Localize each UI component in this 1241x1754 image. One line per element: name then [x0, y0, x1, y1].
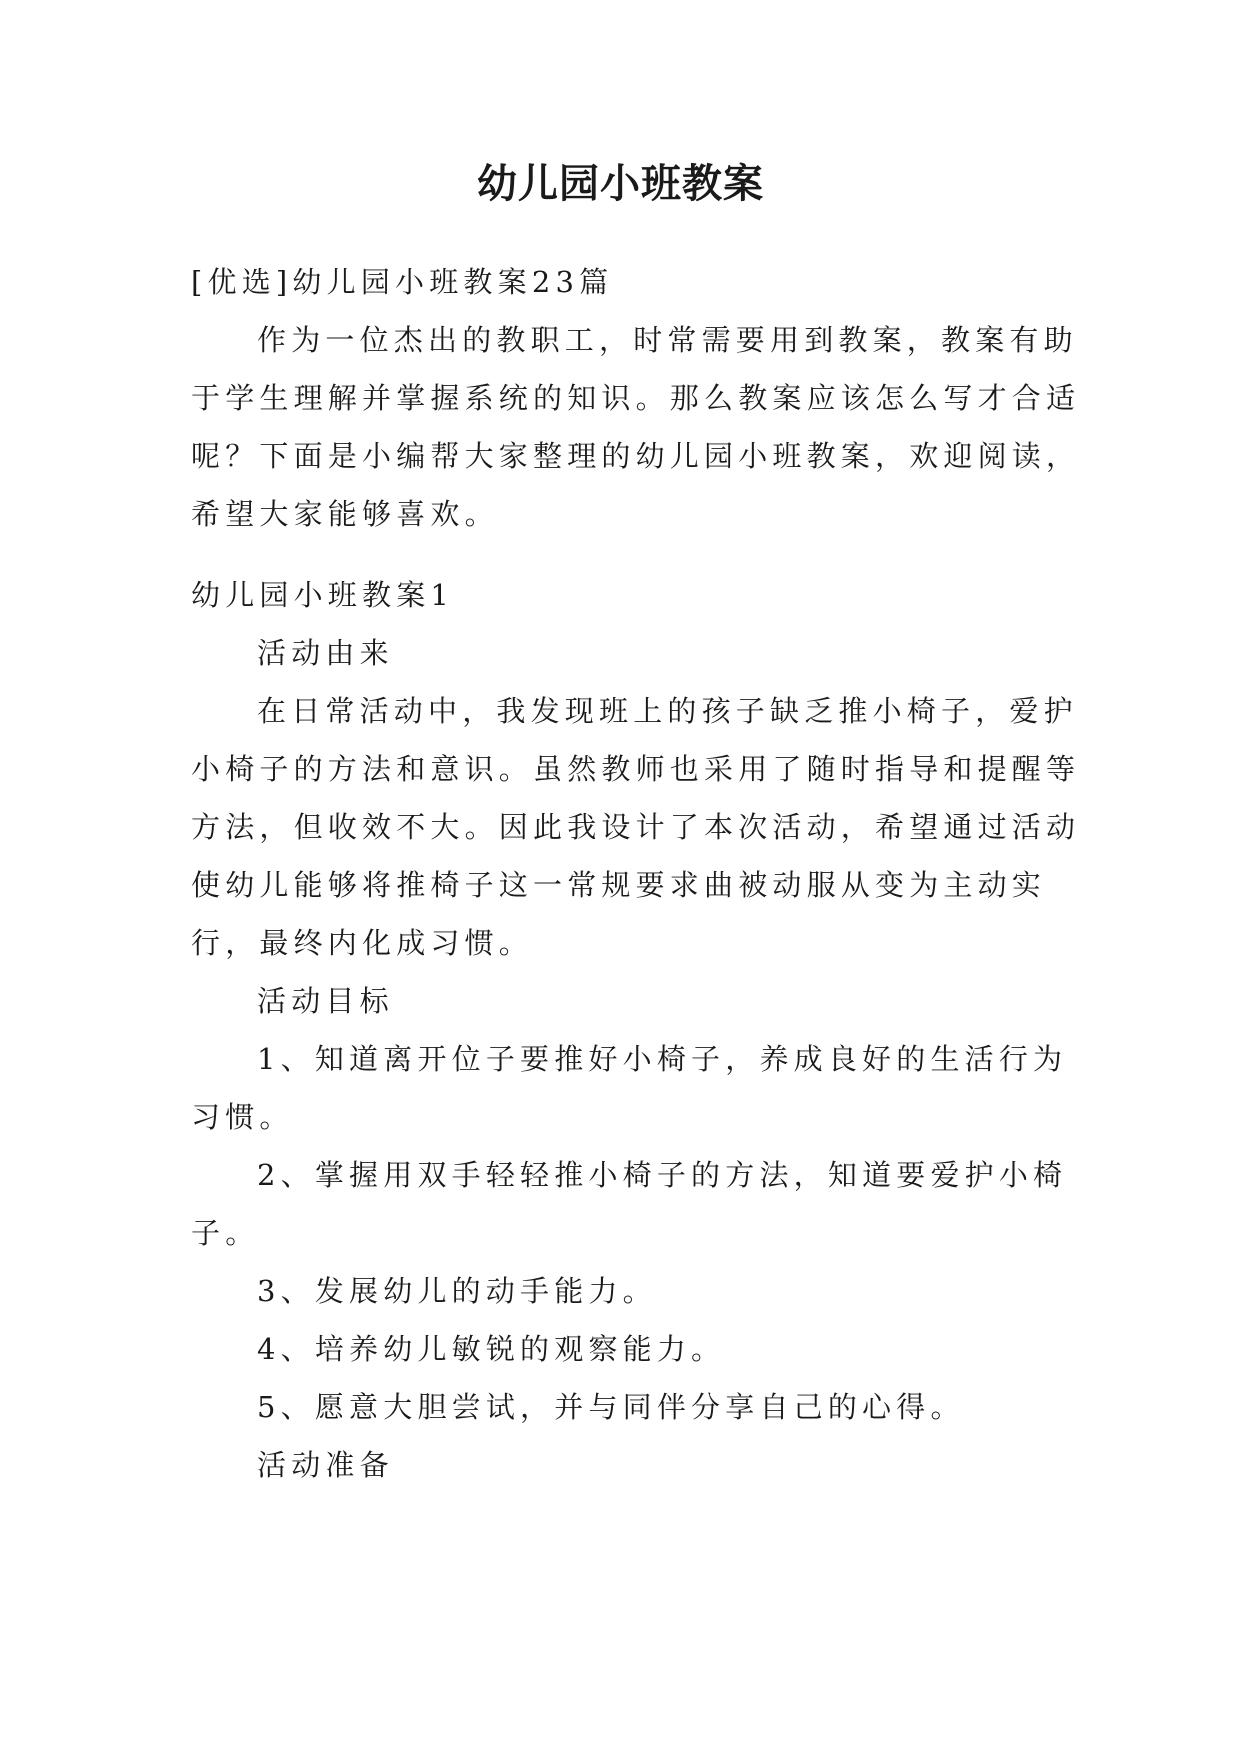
origin-line: 小椅子的方法和意识。虽然教师也采用了随时指导和提醒等 [191, 752, 1081, 786]
document-title: 幼儿园小班教案 [477, 160, 764, 207]
goal-item: 5、愿意大胆尝试，并与同伴分享自己的心得。 [257, 1390, 965, 1424]
intro-line: 希望大家能够喜欢。 [191, 497, 499, 531]
goal-item-continued: 习惯。 [191, 1100, 294, 1134]
section-heading: 幼儿园小班教案1 [191, 578, 455, 612]
goal-item: 1、知道离开位子要推好小椅子，养成良好的生活行为 [257, 1042, 1068, 1076]
intro-line: 于学生理解并掌握系统的知识。那么教案应该怎么写才合适 [191, 381, 1081, 415]
prep-heading: 活动准备 [257, 1448, 394, 1482]
origin-line: 行，最终内化成习惯。 [191, 926, 534, 960]
goal-item: 4、培养幼儿敏锐的观察能力。 [257, 1332, 726, 1366]
intro-line: 呢？下面是小编帮大家整理的幼儿园小班教案，欢迎阅读， [191, 439, 1081, 473]
origin-line: 在日常活动中，我发现班上的孩子缺乏推小椅子，爱护 [257, 694, 1078, 728]
origin-line: 方法，但收效不大。因此我设计了本次活动，希望通过活动 [191, 810, 1081, 844]
origin-heading: 活动由来 [257, 636, 394, 670]
section-1 [191, 566, 1081, 1494]
goals-heading: 活动目标 [257, 984, 394, 1018]
goal-item-continued: 子。 [191, 1216, 260, 1250]
intro-block [191, 253, 1081, 543]
document-subtitle: [优选]幼儿园小班教案23篇 [191, 265, 614, 299]
goal-item: 3、发展幼儿的动手能力。 [257, 1274, 657, 1308]
goal-item: 2、掌握用双手轻轻推小椅子的方法，知道要爱护小椅 [257, 1158, 1068, 1192]
intro-line: 作为一位杰出的教职工，时常需要用到教案，教案有助 [257, 323, 1078, 357]
origin-line: 使幼儿能够将推椅子这一常规要求曲被动服从变为主动实 [191, 868, 1047, 902]
